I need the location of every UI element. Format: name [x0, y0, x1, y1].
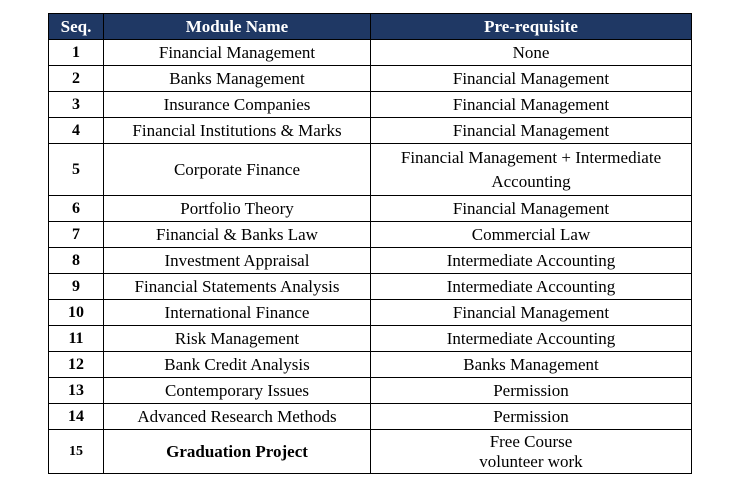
- prerequisite-cell: [371, 40, 692, 66]
- prerequisite-text: Permission: [493, 380, 569, 400]
- header-seq: Seq.: [49, 14, 104, 40]
- prerequisite-text: Commercial Law: [471, 224, 591, 244]
- module-name-cell: Advanced Research Methods: [104, 404, 371, 430]
- module-name-cell: Financial Institutions & Marks: [104, 118, 371, 144]
- seq-cell: 11: [49, 326, 104, 352]
- seq-cell: 2: [49, 66, 104, 92]
- table-row: [49, 118, 692, 144]
- prerequisite-text: Financial Management: [452, 120, 610, 140]
- table-row: [49, 40, 692, 66]
- table-row: [49, 430, 692, 474]
- table-row: [49, 222, 692, 248]
- prerequisite-text-line-2: Accounting: [491, 171, 571, 191]
- prerequisite-text: Intermediate Accounting: [446, 250, 616, 270]
- module-name-cell: Banks Management: [104, 66, 371, 92]
- module-name-cell: Insurance Companies: [104, 92, 371, 118]
- prerequisite-cell: [371, 378, 692, 404]
- table-row: [49, 326, 692, 352]
- prerequisite-cell: [371, 300, 692, 326]
- prerequisite-text-line-1: Free Course: [489, 431, 573, 451]
- prerequisite-cell: [371, 274, 692, 300]
- prerequisite-cell: [371, 326, 692, 352]
- seq-cell: 13: [49, 378, 104, 404]
- seq-cell: 1: [49, 40, 104, 66]
- table-row: [49, 300, 692, 326]
- module-name-cell: Investment Appraisal: [104, 248, 371, 274]
- module-name-cell: Financial & Banks Law: [104, 222, 371, 248]
- table-body: [49, 40, 692, 474]
- prerequisite-text: Permission: [493, 406, 569, 426]
- seq-cell: 6: [49, 196, 104, 222]
- table-row: [49, 378, 692, 404]
- seq-cell: 3: [49, 92, 104, 118]
- seq-cell: 4: [49, 118, 104, 144]
- module-name-cell: Corporate Finance: [104, 144, 371, 196]
- header-prerequisite: Pre-requisite: [371, 14, 692, 40]
- table-row: [49, 92, 692, 118]
- seq-cell: 10: [49, 300, 104, 326]
- prerequisite-cell: [371, 404, 692, 430]
- seq-cell: 8: [49, 248, 104, 274]
- module-name-cell: Financial Statements Analysis: [104, 274, 371, 300]
- seq-cell: 5: [49, 144, 104, 196]
- table-row: [49, 66, 692, 92]
- module-name-cell: Portfolio Theory: [104, 196, 371, 222]
- module-name-cell: International Finance: [104, 300, 371, 326]
- header-row: [49, 14, 692, 40]
- seq-cell: 12: [49, 352, 104, 378]
- prerequisite-cell: [371, 196, 692, 222]
- prerequisite-cell: [371, 144, 692, 196]
- modules-table: [48, 13, 692, 474]
- prerequisite-text: Financial Management: [452, 94, 610, 114]
- seq-cell: 15: [49, 430, 104, 474]
- prerequisite-text: Financial Management: [452, 302, 610, 322]
- prerequisite-text: Intermediate Accounting: [446, 328, 616, 348]
- seq-cell: 14: [49, 404, 104, 430]
- header-module-name: Module Name: [104, 14, 371, 40]
- module-name-cell: Contemporary Issues: [104, 378, 371, 404]
- prerequisite-text-line-1: Financial Management + Intermediate: [400, 147, 662, 167]
- prerequisite-cell: [371, 352, 692, 378]
- prerequisite-text: Banks Management: [463, 354, 599, 374]
- prerequisite-text: None: [512, 42, 550, 62]
- prerequisite-text: Financial Management: [452, 68, 610, 88]
- module-name-cell: Bank Credit Analysis: [104, 352, 371, 378]
- module-name-cell: Risk Management: [104, 326, 371, 352]
- module-name-cell: Graduation Project: [104, 430, 371, 474]
- prerequisite-text: Intermediate Accounting: [446, 276, 616, 296]
- prerequisite-text: Financial Management: [452, 198, 610, 218]
- table-row: [49, 352, 692, 378]
- seq-cell: 7: [49, 222, 104, 248]
- prerequisite-cell: [371, 118, 692, 144]
- table-header: [49, 14, 692, 40]
- table-row: [49, 196, 692, 222]
- prerequisite-text-line-2: volunteer work: [479, 451, 583, 471]
- table-row: [49, 144, 692, 196]
- table-row: [49, 274, 692, 300]
- prerequisite-cell: [371, 66, 692, 92]
- table-row: [49, 248, 692, 274]
- prerequisite-cell: [371, 222, 692, 248]
- seq-cell: 9: [49, 274, 104, 300]
- table-row: [49, 404, 692, 430]
- module-name-cell: Financial Management: [104, 40, 371, 66]
- prerequisite-cell: [371, 92, 692, 118]
- prerequisite-cell: [371, 248, 692, 274]
- prerequisite-cell: [371, 430, 692, 474]
